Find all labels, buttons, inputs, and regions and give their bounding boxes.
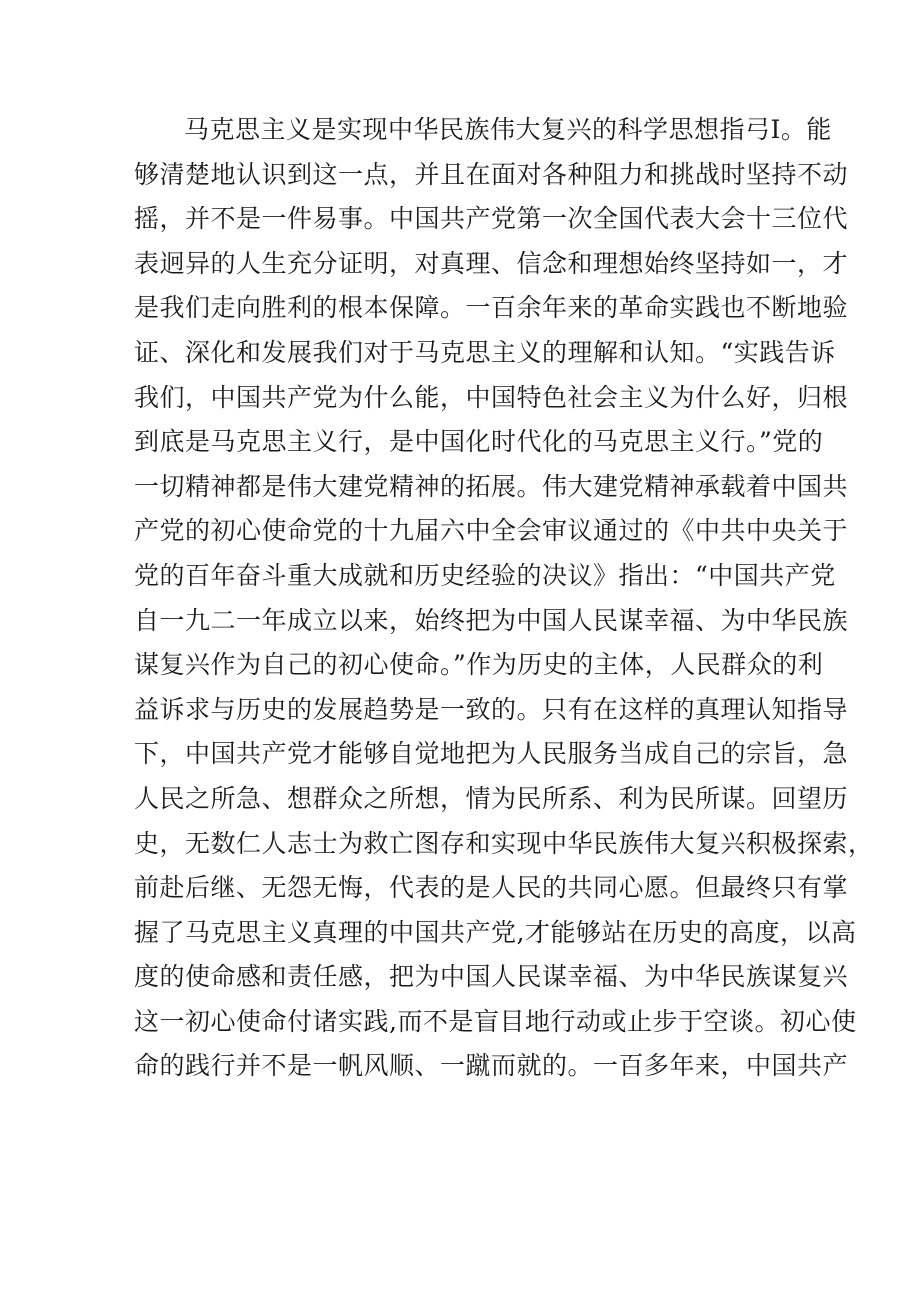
text-line: 下，中国共产党才能够自觉地把为人民服务当成自己的宗旨，急 [134, 739, 849, 769]
text-line: 摇，并不是一件易事。中国共产党第一次全国代表大会十三位代 [134, 204, 849, 234]
text-line: 产党的初心使命党的十九届六中全会审议通过的《中共中央关于 [134, 516, 849, 546]
text-line: 益诉求与历史的发展趋势是一致的。只有在这样的真理认知指导 [134, 694, 849, 724]
text-line: 史，无数仁人志士为救亡图存和实现中华民族伟大复兴积极探索， [134, 828, 874, 858]
text-line: 命的践行并不是一帆风顺、一蹴而就的。一百多年来，中国共产 [134, 1051, 849, 1081]
text-line: 证、深化和发展我们对于马克思主义的理解和认知。“实践告诉 [134, 337, 836, 367]
body-paragraph [134, 108, 874, 1089]
text-line: 够清楚地认识到这一点，并且在面对各种阻力和挑战时坚持不动 [134, 159, 849, 189]
text-line: 到底是马克思主义行，是中国化时代化的马克思主义行。”党的 [134, 427, 824, 457]
text-line: 党的百年奋斗重大成就和历史经验的决议》指出：“中国共产党 [134, 560, 836, 590]
text-line: 这一初心使命付诸实践,而不是盲目地行动或止步于空谈。初心使 [134, 1006, 857, 1036]
text-line: 是我们走向胜利的根本保障。一百余年来的革命实践也不断地验 [134, 293, 849, 323]
text-line: 一切精神都是伟大建党精神的拓展。伟大建党精神承载着中国共 [134, 471, 849, 501]
text-line: 自一九二一年成立以来，始终把为中国人民谋幸福、为中华民族 [134, 605, 849, 635]
text-line: 人民之所急、想群众之所想，情为民所系、利为民所谋。回望历 [134, 783, 849, 813]
text-line: 握了马克思主义真理的中国共产党,才能够站在历史的高度，以高 [134, 917, 857, 947]
text-line: 度的使命感和责任感，把为中国人民谋幸福、为中华民族谋复兴 [134, 962, 849, 992]
text-line: 表迥异的人生充分证明，对真理、信念和理想始终坚持如一，才 [134, 248, 849, 278]
text-line: 前赴后继、无怨无悔，代表的是人民的共同心愿。但最终只有掌 [134, 873, 849, 903]
text-line: 我们，中国共产党为什么能，中国特色社会主义为什么好，归根 [134, 382, 849, 412]
text-line: 马克思主义是实现中华民族伟大复兴的科学思想指弓I。能 [184, 115, 832, 144]
text-line: 谋复兴作为自己的初心使命。”作为历史的主体，人民群众的利 [134, 650, 824, 680]
